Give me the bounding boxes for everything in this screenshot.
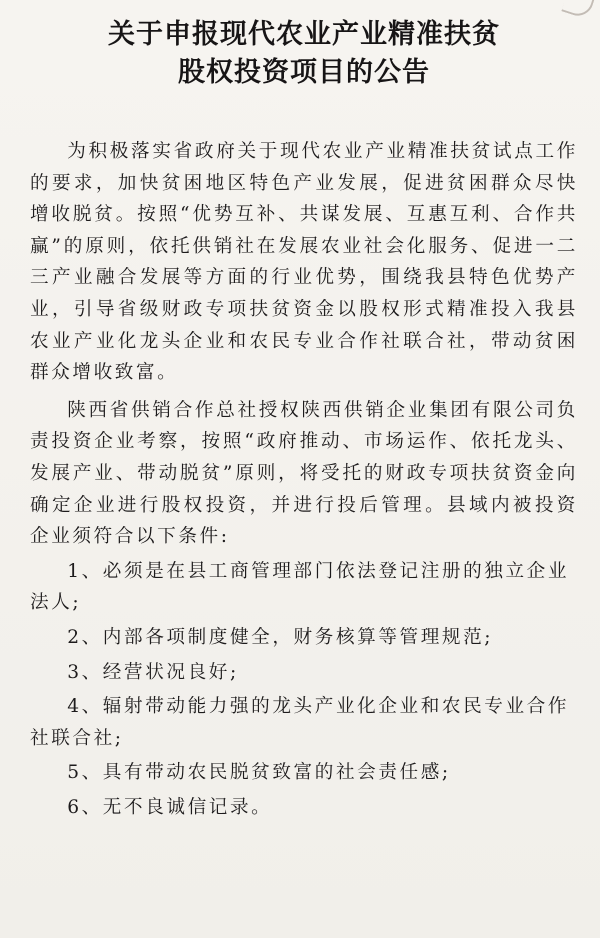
condition-item-6: 6、无不良诚信记录。 <box>67 796 273 818</box>
title-line-1: 关于申报现代农业产业精准扶贫 <box>108 19 500 50</box>
title-line-2: 股权投资项目的公告 <box>178 57 430 88</box>
condition-item-3: 3、经营状况良好; <box>67 661 239 683</box>
condition-item-5: 5、具有带动农民脱贫致富的社会责任感; <box>67 762 451 784</box>
condition-item-2: 2、内部各项制度健全，财务核算等管理规范; <box>67 626 494 648</box>
conditions-list <box>30 556 578 824</box>
condition-item-4: 4、辐射带动能力强的龙头产业化企业和农民专业合作社联合社; <box>30 696 570 749</box>
document-title <box>30 16 578 92</box>
paragraph-intro: 为积极落实省政府关于现代农业产业精准扶贫试点工作的要求，加快贫困地区特色产业发展，促进贫困群众尽快增收脱贫。按照“优势互补、共谋发展、互惠互利、合作共赢”的原则，依托供销社在发展农业社会化服务、促进一二三产业融合发展等方面的行业优势，围绕我县特色优势产业，引导省级财政专项扶贫资金以股权形式精准投入我县农业产业化龙头企业和农民专业合作社联合社，带动贫困群众增收致富。 <box>30 141 578 384</box>
paragraph-authorization: 陕西省供销合作总社授权陕西供销企业集团有限公司负责投资企业考察，按照“政府推动、市场运作、依托龙头、发展产业、带动脱贫”原则，将受托的财政专项扶贫资金向确定企业进行股权投资，并进行投后管理。县域内被投资企业须符合以下条件: <box>30 399 578 548</box>
condition-item-1: 1、必须是在县工商管理部门依法登记注册的独立企业法人; <box>30 560 570 614</box>
